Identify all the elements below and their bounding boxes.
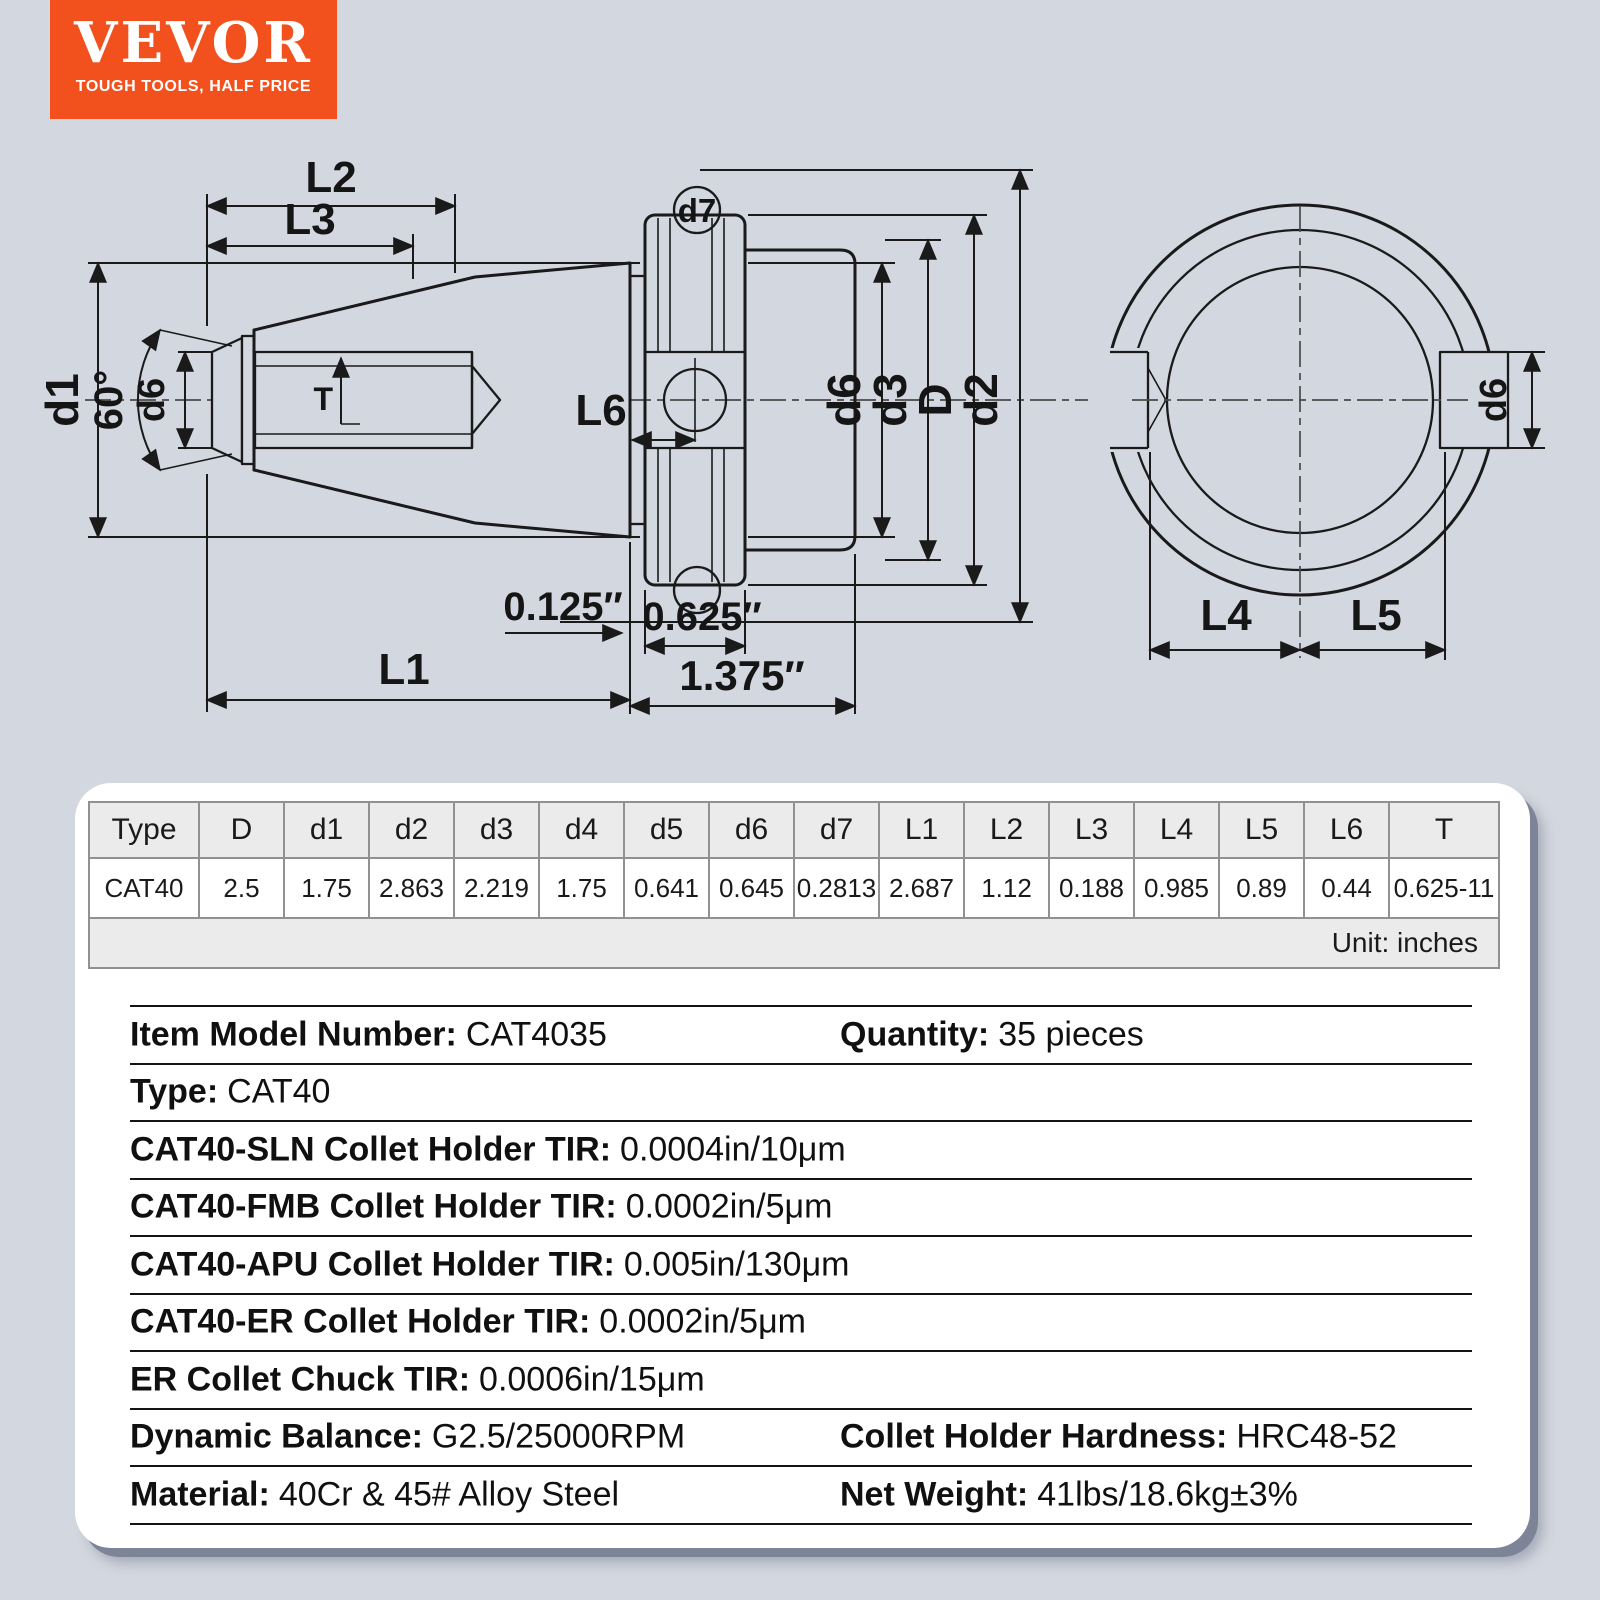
col-header: Type bbox=[89, 802, 199, 858]
col-header: L1 bbox=[879, 802, 964, 858]
spec-cell: 1.12 bbox=[964, 858, 1049, 918]
dim-label-l5: L5 bbox=[1350, 591, 1402, 640]
detail-label: Collet Holder Hardness: bbox=[840, 1417, 1228, 1456]
detail-value: 41lbs/18.6kg±3% bbox=[1037, 1475, 1298, 1514]
col-header: d1 bbox=[284, 802, 369, 858]
col-header: L2 bbox=[964, 802, 1049, 858]
detail-label: ER Collet Chuck TIR: bbox=[130, 1360, 471, 1399]
spec-cell: 2.5 bbox=[199, 858, 284, 918]
detail-label: Net Weight: bbox=[840, 1475, 1029, 1514]
dim-label-d6-body: d6 bbox=[818, 373, 870, 427]
dim-label-d7: d7 bbox=[677, 192, 717, 229]
detail-label: CAT40-APU Collet Holder TIR: bbox=[130, 1245, 615, 1284]
detail-label: Quantity: bbox=[840, 1015, 990, 1054]
detail-row bbox=[130, 1063, 1472, 1121]
spec-cell: 1.75 bbox=[539, 858, 624, 918]
spec-cell: 0.89 bbox=[1219, 858, 1304, 918]
detail-label: Material: bbox=[130, 1475, 270, 1514]
spec-unit-row bbox=[89, 918, 1499, 968]
dim-label-angle: 60° bbox=[87, 369, 131, 431]
detail-value: 0.0004in/10μm bbox=[620, 1130, 846, 1169]
detail-value: HRC48-52 bbox=[1236, 1417, 1397, 1456]
col-header: D bbox=[199, 802, 284, 858]
detail-row bbox=[130, 1178, 1472, 1236]
technical-drawing bbox=[0, 125, 1600, 780]
col-header: d5 bbox=[624, 802, 709, 858]
detail-label: Dynamic Balance: bbox=[130, 1417, 423, 1456]
dim-label-l2: L2 bbox=[305, 153, 357, 202]
detail-row bbox=[130, 1235, 1472, 1293]
unit-note: Unit: inches bbox=[89, 918, 1499, 968]
detail-row bbox=[130, 1293, 1472, 1351]
end-view bbox=[1088, 205, 1545, 660]
detail-value: 0.0002in/5μm bbox=[625, 1187, 833, 1226]
dim-label-1375: 1.375″ bbox=[679, 652, 805, 699]
dim-label-d: D bbox=[909, 383, 961, 417]
detail-row bbox=[130, 1465, 1472, 1525]
detail-row bbox=[130, 1005, 1472, 1063]
spec-cell: 0.188 bbox=[1049, 858, 1134, 918]
spec-cell: CAT40 bbox=[89, 858, 199, 918]
detail-value: 40Cr & 45# Alloy Steel bbox=[278, 1475, 620, 1514]
spec-data-row bbox=[89, 858, 1499, 918]
detail-value: 35 pieces bbox=[998, 1015, 1144, 1054]
side-view bbox=[36, 153, 1095, 714]
detail-row bbox=[130, 1120, 1472, 1178]
spec-cell: 0.44 bbox=[1304, 858, 1389, 918]
detail-value: G2.5/25000RPM bbox=[431, 1417, 686, 1456]
col-header: d7 bbox=[794, 802, 879, 858]
detail-label: Type: bbox=[130, 1072, 219, 1111]
spec-cell: 0.625-11 bbox=[1389, 858, 1499, 918]
spec-cell: 0.645 bbox=[709, 858, 794, 918]
spec-cell: 2.863 bbox=[369, 858, 454, 918]
details-list bbox=[130, 1005, 1472, 1525]
spec-cell: 0.641 bbox=[624, 858, 709, 918]
detail-label: CAT40-FMB Collet Holder TIR: bbox=[130, 1187, 617, 1226]
col-header: L5 bbox=[1219, 802, 1304, 858]
spec-table bbox=[88, 801, 1500, 969]
pull-stud-head bbox=[212, 338, 242, 462]
spec-card bbox=[75, 783, 1530, 1548]
brand-name: VEVOR bbox=[74, 10, 313, 76]
detail-value: 0.005in/130μm bbox=[623, 1245, 850, 1284]
col-header: d6 bbox=[709, 802, 794, 858]
detail-label: CAT40-ER Collet Holder TIR: bbox=[130, 1302, 591, 1341]
col-header: T bbox=[1389, 802, 1499, 858]
detail-value: CAT40 bbox=[227, 1072, 331, 1111]
detail-row bbox=[130, 1408, 1472, 1466]
detail-value: 0.0006in/15μm bbox=[479, 1360, 705, 1399]
spec-cell: 2.219 bbox=[454, 858, 539, 918]
col-header: L4 bbox=[1134, 802, 1219, 858]
spec-cell: 2.687 bbox=[879, 858, 964, 918]
detail-label: CAT40-SLN Collet Holder TIR: bbox=[130, 1130, 612, 1169]
col-header: d2 bbox=[369, 802, 454, 858]
spec-cell: 1.75 bbox=[284, 858, 369, 918]
detail-value: CAT4035 bbox=[465, 1015, 607, 1054]
spec-cell: 0.985 bbox=[1134, 858, 1219, 918]
col-header: d3 bbox=[454, 802, 539, 858]
col-header: L6 bbox=[1304, 802, 1389, 858]
spec-header-row bbox=[89, 802, 1499, 858]
dim-label-d1: d1 bbox=[36, 373, 88, 427]
dim-label-d2: d2 bbox=[955, 373, 1007, 427]
dim-label-l4: L4 bbox=[1200, 591, 1252, 640]
dim-label-0125: 0.125″ bbox=[503, 585, 623, 629]
col-header: L3 bbox=[1049, 802, 1134, 858]
dim-label-thread: T bbox=[313, 381, 333, 417]
dim-label-l1: L1 bbox=[378, 645, 430, 694]
dim-label-d3: d3 bbox=[864, 373, 916, 427]
dim-label-d6-slot: d6 bbox=[1473, 377, 1515, 423]
detail-row bbox=[130, 1350, 1472, 1408]
brand-tagline: TOUGH TOOLS, HALF PRICE bbox=[75, 78, 312, 95]
dim-label-d6-stud: d6 bbox=[131, 377, 173, 423]
brand-logo bbox=[50, 0, 337, 119]
dim-label-l3: L3 bbox=[284, 195, 336, 244]
detail-value: 0.0002in/5μm bbox=[599, 1302, 807, 1341]
dim-label-l6: L6 bbox=[575, 386, 627, 435]
detail-label: Item Model Number: bbox=[130, 1015, 457, 1054]
dim-label-0625: 0.625″ bbox=[642, 595, 762, 639]
col-header: d4 bbox=[539, 802, 624, 858]
spec-cell: 0.2813 bbox=[794, 858, 879, 918]
